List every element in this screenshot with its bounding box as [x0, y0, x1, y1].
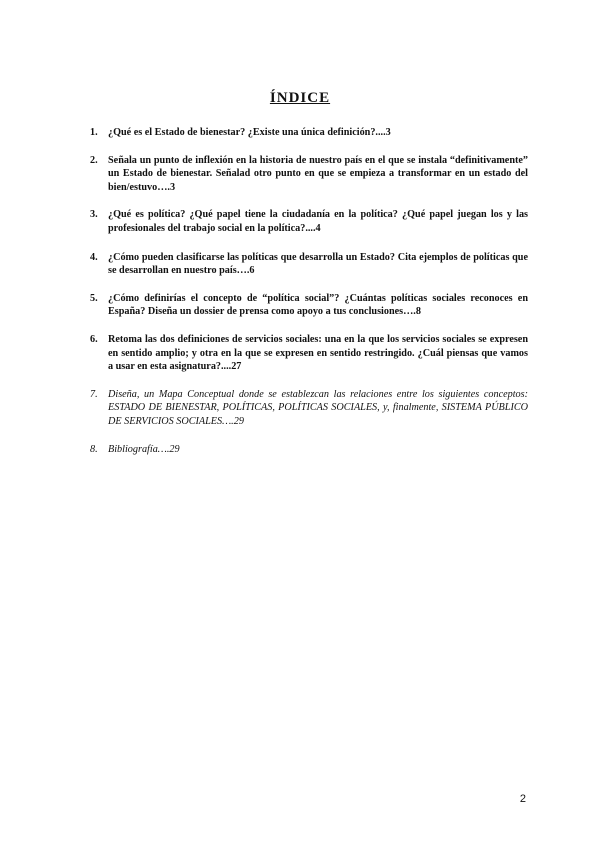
toc-item-number: 2.: [90, 154, 98, 166]
toc-item-number: 3.: [90, 209, 98, 221]
toc-item-text: ¿Qué es el Estado de bienestar? ¿Existe una única definición?....3: [108, 127, 391, 138]
toc-item-text: ¿Qué es política? ¿Qué papel tiene la ciudadanía en la política? ¿Qué papel juegan los y las profesionales del trabajo social en la política?....4: [108, 209, 528, 234]
toc-item-number: 8.: [90, 443, 98, 455]
toc-item-number: 1.: [90, 127, 98, 138]
toc-item-number: 7.: [90, 388, 98, 400]
table-of-contents: [90, 126, 528, 456]
toc-item-text: ¿Cómo pueden clasificarse las políticas que desarrolla un Estado? Cita ejemplos de políticas que se desarrollan en nuestro país….6: [108, 251, 528, 277]
toc-item-8: [90, 443, 528, 457]
toc-item-5: [90, 292, 528, 319]
toc-item-1: [90, 126, 528, 140]
toc-item-2: [90, 154, 528, 195]
toc-item-text: Retoma las dos definiciones de servicios sociales: una en la que los servicios sociales se expresen en sentido amplio; y otra en la que se expresen en sentido restringido. ¿Cuál piensas que vamos a usar en esta asignatura?....27: [108, 333, 528, 373]
toc-item-3: [90, 208, 528, 235]
toc-item-text: ¿Cómo definirías el concepto de “política social”? ¿Cuántas políticas sociales reconoces en España? Diseña un dossier de prensa como apoyo a tus conclusiones….8: [108, 292, 528, 318]
toc-item-number: 4.: [90, 251, 98, 263]
toc-item-number: 5.: [90, 292, 98, 304]
toc-item-text: Bibliografía….29: [108, 443, 180, 455]
index-title: ÍNDICE: [269, 90, 331, 106]
toc-item-text: Señala un punto de inflexión en la historia de nuestro país en el que se instala “definitivamente” un Estado de bienestar. Señalad otro punto en que se empieza a transformar en un estado del bien/estuvo….3: [108, 154, 528, 193]
page-number: 2: [519, 793, 526, 805]
toc-item-text: Diseña, un Mapa Conceptual donde se establezcan las relaciones entre los siguientes conceptos: ESTADO DE BIENESTAR, POLÍTICAS, POLÍTICAS SOCIALES, y, finalmente, SISTEMA PÚBLICO DE SERVICIOS SOCIALES….29: [108, 388, 528, 427]
toc-item-7: [90, 388, 528, 429]
toc-item-number: 6.: [90, 333, 98, 345]
toc-item-6: [90, 333, 528, 374]
toc-item-4: [90, 251, 528, 278]
